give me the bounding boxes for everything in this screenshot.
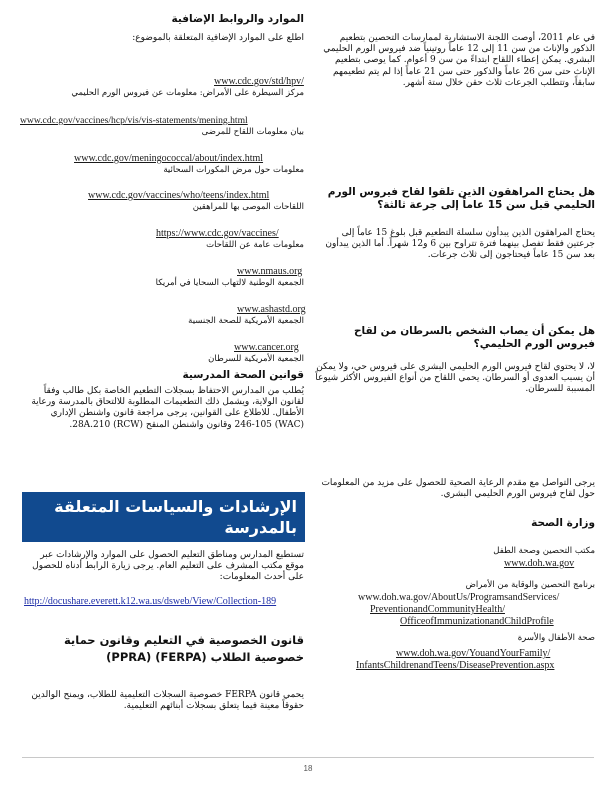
link-doh-family-1[interactable]: www.doh.wa.gov/YouandYourFamily/ (396, 648, 551, 659)
heading-health-department: وزارة الصحة (531, 517, 595, 529)
resources-intro: اطلع على الموارد الإضافية المتعلقة بالموضوع: (132, 33, 304, 43)
link-teens-vaccines-desc: اللقاحات الموصى بها للمراهقين (192, 202, 304, 212)
link-doh-immunization-3[interactable]: OfficeofImmunizationandChildProfile (400, 616, 554, 627)
link-meningococcal[interactable]: www.cdc.gov/meningococcal/about/index.html (74, 153, 264, 164)
heading-two-doses: هل يحتاج المراهقون الذين تلقوا لقاح فيروس الورم الحليمي قبل سن 15 عاماً إلى جرعة ثالثة؟ (327, 186, 595, 211)
link-teens-vaccines[interactable]: www.cdc.gov/vaccines/who/teens/index.html (88, 190, 270, 201)
link-cdc-vaccines-desc: معلومات عامة عن اللقاحات (206, 240, 304, 250)
two-doses-paragraph: يحتاج المراهقون الذين يبدأون سلسلة التطعيم قبل بلوغ 15 عاماً إلى جرعتين فقط تفصل بينهما فترة تتراوح بين 6 و12 شهراً. أما الذين يبدأون بعد سن 15 عاماً فيحتاجون إلى ثلاث جرعات. (325, 228, 595, 261)
link-nmaus[interactable]: www.nmaus.org (237, 266, 303, 277)
footer-divider (22, 757, 594, 758)
link-meningococcal-desc: معلومات حول مرض المكورات السحائية (163, 165, 304, 175)
link-doh-family-2[interactable]: InfantsChildrenandTeens/DiseasePrevention.aspx (356, 660, 555, 671)
link-cdc-vaccines[interactable]: https://www.cdc.gov/vaccines/ (156, 228, 279, 239)
link-doh-immunization-2[interactable]: PreventionandCommunityHealth/ (370, 604, 505, 615)
section-heading-resources: الموارد والروابط الإضافية (171, 13, 304, 25)
link-docushare[interactable]: http://docushare.everett.k12.wa.us/dsweb/View/Collection-189 (24, 596, 277, 607)
link-cancer-org-desc: الجمعية الأمريكية للسرطان (208, 354, 304, 364)
link-vis-mening-desc: بيان معلومات اللقاح للمرضى (201, 127, 304, 137)
link-doh-main[interactable]: www.doh.wa.gov (504, 558, 575, 569)
school-laws-body: يُطلب من المدارس الاحتفاظ بسجلات التطعيم الخاصة بكل طالب وفقاً لقانون الولاية، ويشمل ذلك التطعيمات المطلوبة للالتحاق بالمدرسة ورعاية الأطفال. للاطلاع على القوانين، يرجى مراجعة قانون واشنطن الإداري (WAC) 246-105 وقانون واشنطن المنقح (RCW) 28A.210. (31, 386, 304, 430)
ferpa-body: يحمي قانون FERPA خصوصية السجلات التعليمية للطلاب، ويمنح الوالدين حقوقاً معينة فيما يتعلق بسجلات أبنائهم التعليمية. (31, 690, 304, 712)
link-ashastd-desc: الجمعية الأمريكية للصحة الجنسية (188, 316, 304, 326)
heading-hpv-cancer: هل يمكن أن يصاب الشخص بالسرطان من لقاح فيروس الورم الحليمي؟ (353, 325, 595, 350)
section-heading-school-laws: قوانين الصحة المدرسية (182, 369, 304, 381)
contact-provider-paragraph: يرجى التواصل مع مقدم الرعاية الصحية للحصول على مزيد من المعلومات حول لقاح فيروس الورم الحليمي البشري. (321, 478, 595, 500)
banner-school-guidelines (22, 492, 305, 542)
link-vis-mening[interactable]: www.cdc.gov/vaccines/hcp/vis/vis-statements/mening.html (20, 115, 248, 126)
contact3-label: صحة الأطفال والأسرة (517, 633, 595, 643)
guidelines-body: تستطيع المدارس ومناطق التعليم الحصول على الموارد والإرشادات عبر موقع مكتب المشرف على التعليم العام. يرجى زيارة الرابط أدناه للحصول على أحدث المعلومات: (32, 550, 304, 583)
link-cancer-org[interactable]: www.cancer.org (234, 342, 299, 353)
link-nmaus-desc: الجمعية الوطنية لالتهاب السحايا في أمريكا (155, 278, 304, 288)
contact1-label: مكتب التحصين وصحة الطفل (493, 546, 595, 556)
page-number: 18 (303, 764, 313, 773)
link-cdc-hpv[interactable]: www.cdc.gov/std/hpv/ (214, 76, 304, 87)
hpv-cancer-paragraph: لا، لا يحتوي لقاح فيروس الورم الحليمي البشري على فيروس حي، ولا يمكن أن يسبب العدوى أو السرطان. يحمي اللقاح من أنواع الفيروس الأكثر شيوعاً المسببة للسرطان. (315, 362, 595, 395)
link-cdc-hpv-desc: مركز السيطرة على الأمراض: معلومات عن فيروس الورم الحليمي (71, 88, 304, 98)
contact2-label: برنامج التحصين والوقاية من الأمراض (465, 580, 595, 590)
hpv-recommendation-paragraph: في عام 2011، أوصت اللجنة الاستشارية لممارسات التحصين بتطعيم الذكور والإناث من سن 11 إلى 12 عاماً روتينياً ضد فيروس الورم الحليمي البشري. يمكن إعطاء اللقاح ابتداءً من سن 9 أعوام. كما يوصى بتطعيم الإناث حتى سن 26 عاماً والذكور حتى سن 21 عاماً إذا لم يتم تطعيمهم سابقاً، وتتطلب الجرعات ثلاث حقن خلال ستة أشهر. (323, 33, 595, 88)
section-heading-ferpa: قانون الخصوصية في التعليم وقانون حماية خصوصية الطلاب (FERPA) (PPRA) (63, 633, 304, 664)
banner-title: الإرشادات والسياسات المتعلقة بالمدرسة (54, 497, 297, 537)
link-ashastd[interactable]: www.ashastd.org (237, 304, 306, 315)
link-doh-immunization-1[interactable]: www.doh.wa.gov/AboutUs/ProgramsandServices/ (358, 592, 560, 603)
